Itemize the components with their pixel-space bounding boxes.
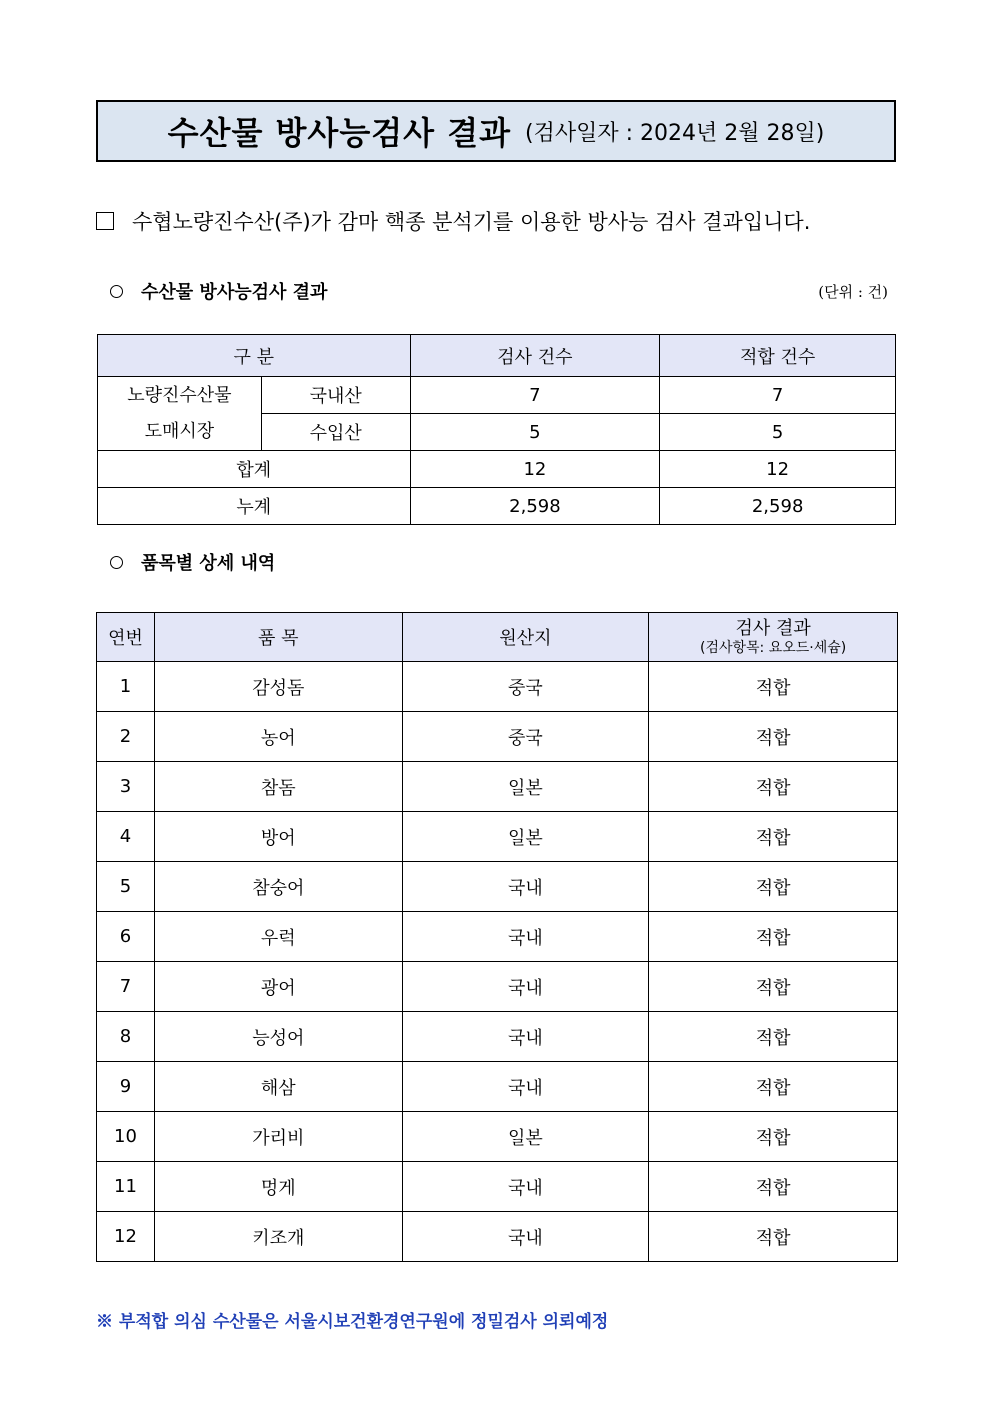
market-label: [98, 377, 262, 451]
table-row: [97, 862, 898, 912]
origin: 일본: [402, 812, 649, 862]
header-category: 구 분: [98, 335, 411, 377]
circle-bullet-icon: [110, 285, 123, 298]
origin: 중국: [402, 662, 649, 712]
section-heading-text: 수산물 방사능검사 결과: [141, 282, 328, 303]
header-result: [649, 613, 898, 662]
table-row: [97, 712, 898, 762]
market-label-line2: 도매시장: [144, 420, 215, 442]
inspection-date: (검사일자 : 2024년 2월 28일): [525, 120, 825, 146]
row-number: 2: [97, 712, 155, 762]
table-row: [97, 1212, 898, 1262]
cumulative-label: 누계: [98, 488, 411, 525]
row-label: 수입산: [261, 414, 410, 451]
row-number: 6: [97, 912, 155, 962]
item-name: 해삼: [154, 1062, 402, 1112]
origin: 국내: [402, 912, 649, 962]
row-number: 11: [97, 1162, 155, 1212]
market-label-line1: 노량진수산물: [127, 384, 232, 406]
row-number: 5: [97, 862, 155, 912]
summary-row-total: [98, 451, 896, 488]
item-name: 농어: [154, 712, 402, 762]
passed-value: 7: [660, 377, 896, 414]
intro-text: 수협노량진수산(주)가 감마 핵종 분석기를 이용한 방사능 검사 결과입니다.: [132, 210, 811, 234]
origin: 일본: [402, 1112, 649, 1162]
summary-header-row: [98, 335, 896, 377]
total-tested: 12: [410, 451, 660, 488]
header-origin: 원산지: [402, 613, 649, 662]
header-item: 품 목: [154, 613, 402, 662]
row-number: 7: [97, 962, 155, 1012]
header-no: 연번: [97, 613, 155, 662]
table-row: [97, 812, 898, 862]
title-box: [96, 100, 896, 162]
origin: 국내: [402, 1162, 649, 1212]
circle-bullet-icon: [110, 556, 123, 569]
row-number: 9: [97, 1062, 155, 1112]
result: 적합: [649, 812, 898, 862]
section-heading-results: [110, 278, 327, 304]
origin: 일본: [402, 762, 649, 812]
origin: 중국: [402, 712, 649, 762]
origin: 국내: [402, 1212, 649, 1262]
table-row: [97, 1112, 898, 1162]
page-title: 수산물 방사능검사 결과: [167, 114, 512, 152]
header-result-main: 검사 결과: [735, 618, 811, 639]
result: 적합: [649, 912, 898, 962]
result: 적합: [649, 1212, 898, 1262]
item-name: 능성어: [154, 1012, 402, 1062]
row-number: 12: [97, 1212, 155, 1262]
header-passed-count: 적합 건수: [660, 335, 896, 377]
intro-line: [96, 206, 810, 236]
table-row: [97, 912, 898, 962]
result: 적합: [649, 712, 898, 762]
row-number: 1: [97, 662, 155, 712]
table-row: [97, 1062, 898, 1112]
item-name: 참돔: [154, 762, 402, 812]
row-number: 4: [97, 812, 155, 862]
origin: 국내: [402, 862, 649, 912]
item-name: 키조개: [154, 1212, 402, 1262]
item-name: 광어: [154, 962, 402, 1012]
header-result-sub: (검사항목: 요오드·세슘): [700, 640, 847, 656]
origin: 국내: [402, 1062, 649, 1112]
header-tested-count: 검사 건수: [410, 335, 660, 377]
section-heading-text: 품목별 상세 내역: [141, 553, 276, 574]
summary-row-cumulative: [98, 488, 896, 525]
table-row: [97, 1162, 898, 1212]
passed-value: 5: [660, 414, 896, 451]
summary-table: [97, 334, 896, 525]
total-label: 합계: [98, 451, 411, 488]
details-header-row: [97, 613, 898, 662]
tested-value: 7: [410, 377, 660, 414]
origin: 국내: [402, 1012, 649, 1062]
tested-value: 5: [410, 414, 660, 451]
result: 적합: [649, 762, 898, 812]
section-heading-details: [110, 549, 275, 575]
table-row: [97, 662, 898, 712]
result: 적합: [649, 1012, 898, 1062]
details-body: [97, 662, 898, 1262]
result: 적합: [649, 1112, 898, 1162]
item-name: 가리비: [154, 1112, 402, 1162]
item-name: 감성돔: [154, 662, 402, 712]
row-number: 8: [97, 1012, 155, 1062]
cumulative-tested: 2,598: [410, 488, 660, 525]
table-row: [97, 962, 898, 1012]
row-label: 국내산: [261, 377, 410, 414]
footnote: ※ 부적합 의심 수산물은 서울시보건환경연구원에 정밀검사 의뢰예정: [96, 1312, 609, 1332]
row-number: 3: [97, 762, 155, 812]
details-table: [96, 612, 898, 1262]
cumulative-passed: 2,598: [660, 488, 896, 525]
table-row: [97, 1012, 898, 1062]
item-name: 방어: [154, 812, 402, 862]
table-row: [97, 762, 898, 812]
result: 적합: [649, 962, 898, 1012]
item-name: 참숭어: [154, 862, 402, 912]
origin: 국내: [402, 962, 649, 1012]
result: 적합: [649, 662, 898, 712]
summary-row-domestic: [98, 377, 896, 414]
total-passed: 12: [660, 451, 896, 488]
result: 적합: [649, 862, 898, 912]
result: 적합: [649, 1062, 898, 1112]
unit-label: (단위 : 건): [818, 283, 888, 301]
item-name: 멍게: [154, 1162, 402, 1212]
result: 적합: [649, 1162, 898, 1212]
row-number: 10: [97, 1112, 155, 1162]
item-name: 우럭: [154, 912, 402, 962]
checkbox-icon: [96, 212, 114, 230]
